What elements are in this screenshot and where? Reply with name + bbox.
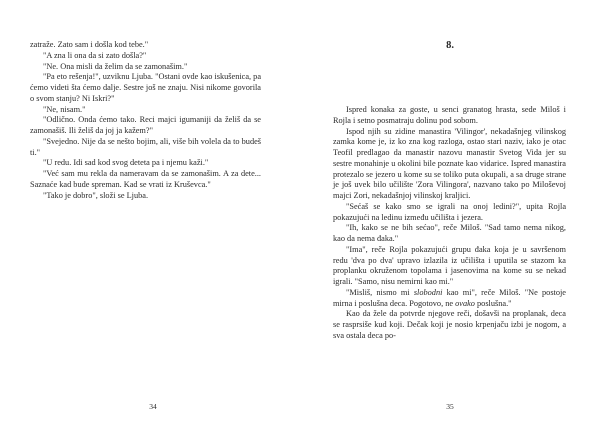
paragraph-text: poslušna." [474,298,512,308]
paragraph-text: "Ih, kako se ne bih sećao", reče Miloš. "Sad tamo nema nikog, kao da nema đaka." [333,223,566,243]
emphasized-text: ovako [455,298,475,308]
paragraph-text: "Misliš, nismo mi [346,287,414,297]
page-number: 34 [149,402,157,411]
paragraph-text: kao mi", reče Miloš. "Ne postoje mirna i poslušna deca. Pogotovo, ne [333,287,566,308]
paragraph: "Odlično. Onda ćemo tako. Reci majci igumaniji da želiš da se zamonašiš. Ili želiš da joj ja kažem?" [30,115,261,135]
paragraph: "Ne, nisam." [43,104,86,114]
paragraph [333,127,566,202]
paragraph-text: "Ima", reče Rojla pokazujući grupu đaka koja je u savršenom redu 'dva po dva' upravo izlazila iz učilišta i uputila se stazom ka proplanku okruženom topolama i jasenovima na kome su se nekad igrali. "Samo, nisu nemirni kao mi." [333,244,566,286]
right-page-text [333,105,566,342]
paragraph: "Već sam mu rekla da nameravam da se zamonašim. A za dete... Saznaće kad bude spreman. Kad se vrati iz Kruševca." [30,169,261,189]
paragraph [333,309,566,341]
paragraph: "A zna li ona da si zato došla?" [43,50,147,60]
paragraph [333,288,566,310]
paragraph: "U redu. Idi sad kod svog deteta pa i njemu kaži." [43,158,209,168]
chapter-title: 8. [446,40,454,51]
paragraph: "Pa eto rešenja!", uzviknu Ljuba. "Ostani ovde kao iskušenica, pa ćemo videti šta ćemo dalje. Sestre još ne znaju. Nisi nikome govorila o svom stanju? Ni Iskri?" [30,72,261,103]
paragraph [333,223,566,245]
paragraph: "Tako je dobro", složi se Ljuba. [43,190,149,200]
paragraph [333,105,566,127]
left-page-text [30,40,261,201]
paragraph-text: Kao da žele da potvrde njegove reči, došavši na proplanak, deca se rasprsiše kud koji. Dečak koji je nosio krpenjaču izbi je nogom, a sva ostala deca po- [333,309,566,340]
paragraph [333,202,566,224]
paragraph-text: Ispod njih su zidine manastira 'Vilingor', nekadašnjeg vilinskog zamka kome je, iz ko zna kog razloga, ostao stari naziv, iako je otac Teofil predlagao da manastir nazovu manastir Svetog Vida jer su sestre monahinje u okolini bile poznate kao vidarice. Ispred manastira protezalo se jezero u kome su se toliko puta okupali, a sa druge strane je još uvek bilo učilište 'Zora Vilingora', nazvano tako po Miloševoj majci Zori, nekadašnjoj vilinskoj kraljici. [333,126,566,200]
paragraph: zatraže. Zato sam i došla kod tebe." [30,40,149,49]
paragraph: "Ne. Ona misli da želim da se zamonašim." [43,61,188,71]
page-number: 35 [446,402,454,411]
right-page [300,0,600,424]
paragraph: "Svejedno. Nije da se nešto bojim, ali, više bih volela da to budeš ti." [30,136,261,157]
paragraph-text: "Sećaš se kako smo se igrali na onoj ledini?", upita Rojla pokazujući na ledinu između učilišta i jezera. [333,201,566,222]
paragraph [333,245,566,288]
emphasized-text: slobodni [413,287,443,297]
paragraph-text: Ispred konaka za goste, u senci granatog hrasta, sede Miloš i Rojla i setno posmatraju dolinu pod sobom. [333,105,566,125]
